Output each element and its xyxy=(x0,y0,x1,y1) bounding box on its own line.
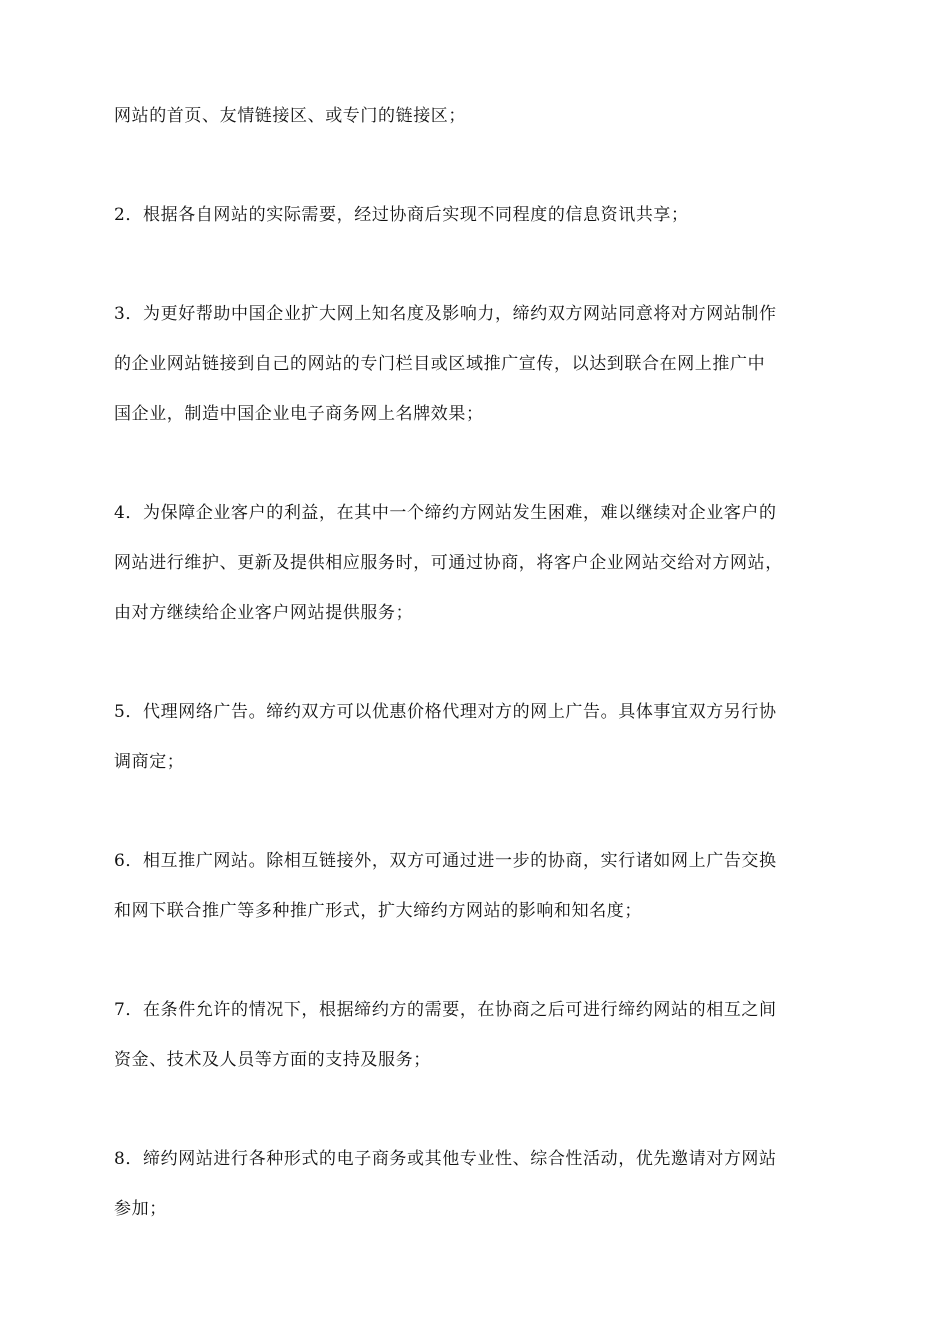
text-line: 网站进行维护、更新及提供相应服务时，可通过协商，将客户企业网站交给对方网站， xyxy=(114,553,783,573)
text-line: 参加； xyxy=(114,1199,167,1219)
text-line: 的企业网站链接到自己的网站的专门栏目或区域推广宣传，以达到联合在网上推广中 xyxy=(114,354,766,374)
text-line: 3．为更好帮助中国企业扩大网上知名度及影响力，缔约双方网站同意将对方网站制作 xyxy=(114,304,777,324)
text-line: 调商定； xyxy=(114,752,185,772)
text-line: 由对方继续给企业客户网站提供服务； xyxy=(114,603,414,623)
text-line: 资金、技术及人员等方面的支持及服务； xyxy=(114,1050,431,1070)
text-line: 2．根据各自网站的实际需要，经过协商后实现不同程度的信息资讯共享； xyxy=(114,205,689,225)
text-line: 4．为保障企业客户的利益，在其中一个缔约方网站发生困难，难以继续对企业客户的 xyxy=(114,503,777,523)
text-line: 5．代理网络广告。缔约双方可以优惠价格代理对方的网上广告。具体事宜双方另行协 xyxy=(114,702,777,722)
text-line: 网站的首页、友情链接区、或专门的链接区； xyxy=(114,106,466,126)
text-line: 6．相互推广网站。除相互链接外，双方可通过进一步的协商，实行诸如网上广告交换 xyxy=(114,851,777,871)
text-line: 7．在条件允许的情况下，根据缔约方的需要，在协商之后可进行缔约网站的相互之间 xyxy=(114,1000,777,1020)
text-line: 和网下联合推广等多种推广形式，扩大缔约方网站的影响和知名度； xyxy=(114,901,642,921)
text-line: 8．缔约网站进行各种形式的电子商务或其他专业性、综合性活动，优先邀请对方网站 xyxy=(114,1149,777,1169)
text-line: 国企业，制造中国企业电子商务网上名牌效果； xyxy=(114,404,484,424)
